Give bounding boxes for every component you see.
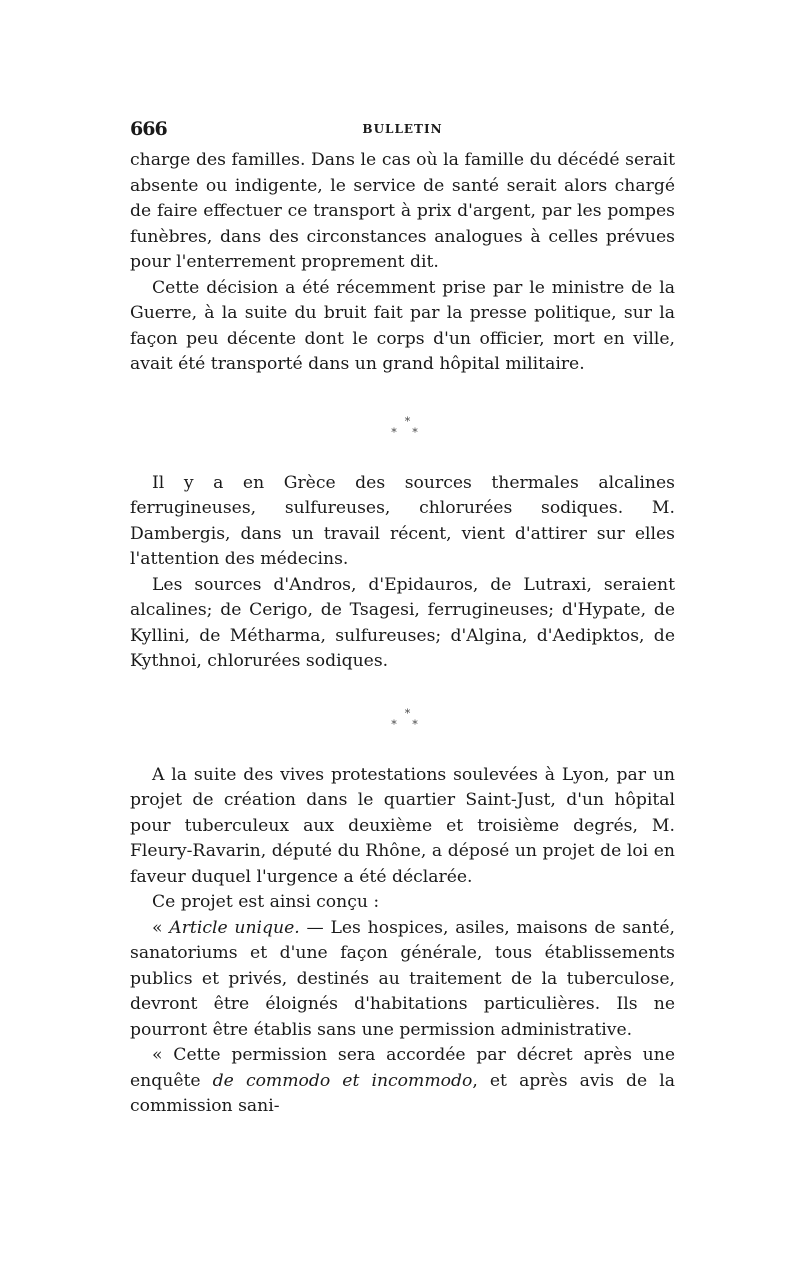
asterism-top: * [404, 706, 411, 720]
section-greek-springs [130, 471, 675, 675]
book-page [130, 118, 675, 1120]
paragraph: Cette décision a été récemment prise par le ministre de la Guerre, à la suite du bruit fait par la presse politique, sur la façon peu décente dont le corps d'un officier, mort en ville, avait été transporté dans un grand hôpital militaire. [130, 277, 675, 374]
paragraph: A la suite des vives protestations soulevées à Lyon, par un projet de création dans le quartier Saint-Just, d'un hôpital pour tuberculeux aux deuxième et troisième degrés, M. Fleury-Ravarin, député du Rhône, a déposé un projet de loi en faveur duquel l'urgence a été déclarée. [130, 764, 675, 887]
asterism-separator [130, 708, 675, 730]
article-text: — Les hospices, asiles, maisons de santé, sanatoriums et d'une façon générale, tous établissements publics et privés, destinés au traitement de la tuberculose, devront être éloignés d'habitations particulières. Ils ne pourront être établis sans une permission administrative. [130, 917, 676, 1040]
asterism-top: * [404, 414, 411, 428]
page-header [130, 118, 675, 148]
asterism-bottom: * * [391, 425, 424, 439]
asterism-separator [130, 416, 675, 438]
permission-text-end: , et après avis de la commission sani- [130, 1070, 676, 1116]
permission-text: « Cette permission sera accordée par décret après une enquête [130, 1045, 675, 1091]
section-funeral-transport [130, 148, 675, 378]
section-lyon-hospital [130, 763, 675, 1120]
paragraph-article [130, 916, 675, 1044]
paragraph: Les sources d'Andros, d'Epidauros, de Lutraxi, seraient alcalines; de Cerigo, de Tsagesi, ferrugineuses; d'Hypate, de Kyllini, de Métharma, sulfureuses; d'Algina, d'Aedipktos, de Kythnoi, chlorurées sodiques. [130, 574, 675, 671]
paragraph: charge des familles. Dans le cas où la famille du décédé serait absente ou indigente, le service de santé serait alors chargé de faire effectuer ce transport à prix d'argent, par les pompes funèbres, dans des circonstances analogues à celles prévues pour l'enterrement proprement dit. [130, 150, 675, 272]
paragraph: Ce projet est ainsi conçu : [152, 892, 380, 912]
article-heading: Article unique. [169, 917, 300, 938]
paragraph: Il y a en Grèce des sources thermales alcalines ferrugineuses, sulfureuses, chlorurées sodiques. M. Dambergis, dans un travail récent, vient d'attirer sur elles l'attention des médecins. [130, 472, 675, 569]
latin-phrase: de commodo et incommodo [212, 1070, 473, 1091]
asterism-bottom: * * [391, 717, 424, 731]
page-number: 666 [130, 118, 167, 140]
paragraph-permission [130, 1043, 675, 1120]
running-head: BULLETIN [362, 122, 443, 136]
quote-mark: « [152, 917, 170, 938]
